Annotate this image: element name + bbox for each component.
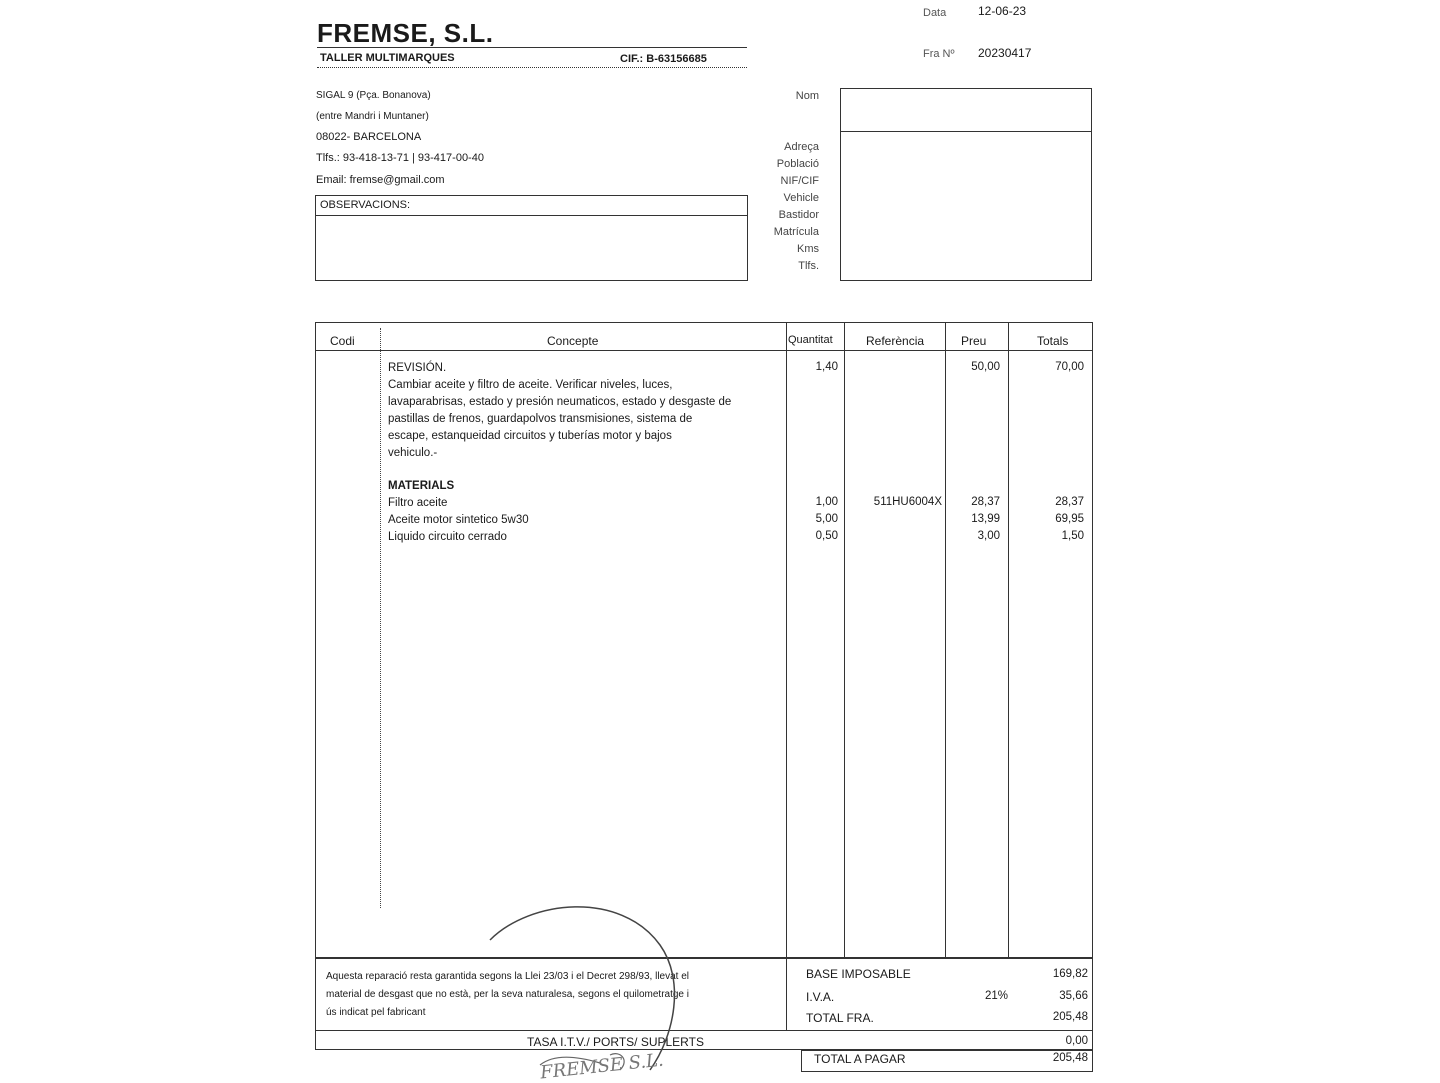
iva-label: I.V.A. <box>806 990 835 1004</box>
header-quantitat: Quantitat <box>788 334 833 346</box>
header-concepte: Concepte <box>547 334 599 348</box>
address-phones: Tlfs.: 93-418-13-71 | 93-417-00-40 <box>316 152 484 164</box>
observations-divider <box>315 215 748 216</box>
service-line-3: pastillas de frenos, guardapolvos transmisiones, sistema de <box>388 413 693 425</box>
company-cif: CIF.: B-63156685 <box>620 53 707 65</box>
client-field-city: Població <box>776 158 819 170</box>
materials-title: MATERIALS <box>388 480 455 492</box>
date-value: 12-06-23 <box>978 4 1027 18</box>
client-field-nif: NIF/CIF <box>780 175 819 187</box>
footer-divider <box>786 958 787 1030</box>
address-email: Email: fremse@gmail.com <box>316 174 445 186</box>
invoice-number-label: Fra Nº <box>923 48 955 60</box>
service-title: REVISIÓN. <box>388 362 447 374</box>
address-line-1: SIGAL 9 (Pça. Bonanova) <box>316 90 431 101</box>
client-field-phones: Tlfs. <box>798 260 819 272</box>
stamp-text: FREMSE S.L. <box>539 1049 665 1083</box>
client-field-address: Adreça <box>784 141 819 153</box>
items-table-header-rule <box>315 350 1093 351</box>
quantity-column-divider <box>786 322 787 958</box>
service-description <box>388 377 768 462</box>
address-line-2: (entre Mandri i Muntaner) <box>316 111 429 122</box>
company-subtitle: TALLER MULTIMARQUES <box>320 52 455 64</box>
material-price-2: 13,99 <box>971 513 1000 525</box>
reference-column-divider <box>844 322 845 958</box>
service-line-1: Cambiar aceite y filtro de aceite. Verificar niveles, luces, <box>388 379 673 391</box>
guarantee-line-2: material de desgast que no està, per la seva naturalesa, segons el quilometratge i <box>326 989 689 1000</box>
client-name-label: Nom <box>795 90 819 102</box>
header-codi: Codi <box>330 334 355 348</box>
client-box <box>840 88 1092 281</box>
tasa-value: 0,00 <box>1065 1035 1088 1047</box>
totals-column-divider <box>1008 322 1009 958</box>
iva-rate: 21% <box>984 990 1008 1002</box>
header-preu: Preu <box>961 334 987 348</box>
client-box-divider <box>840 131 1092 132</box>
header-referencia: Referència <box>866 334 925 348</box>
material-price-3: 3,00 <box>977 530 1000 542</box>
codi-column-divider <box>380 328 381 908</box>
service-total: 70,00 <box>1055 361 1084 373</box>
address-city: 08022- BARCELONA <box>316 131 422 143</box>
company-name: FREMSE, S.L. <box>317 18 494 48</box>
service-price: 50,00 <box>971 361 1000 373</box>
header-rule <box>317 47 747 48</box>
service-line-4: escape, estanqueidad circuitos y tuberías motor y bajos <box>388 430 672 442</box>
service-line-2: lavaparabrisas, estado y presión neumaticos, estado y desgaste de <box>388 396 732 408</box>
guarantee-line-3: ús indicat pel fabricant <box>326 1007 426 1018</box>
material-concept-1: Filtro aceite <box>388 497 448 509</box>
total-fra-value: 205,48 <box>1052 1011 1088 1023</box>
invoice-number-value: 20230417 <box>978 46 1032 60</box>
material-concept-2: Aceite motor sintetico 5w30 <box>388 514 529 526</box>
client-field-kms: Kms <box>797 243 819 255</box>
client-field-chassis: Bastidor <box>778 209 819 221</box>
total-pagar-label: TOTAL A PAGAR <box>814 1052 906 1066</box>
price-column-divider <box>945 322 946 958</box>
total-pagar-value: 205,48 <box>1052 1052 1088 1064</box>
client-field-vehicle: Vehicle <box>783 192 819 204</box>
client-field-plate: Matrícula <box>773 226 819 238</box>
base-label: BASE IMPOSABLE <box>806 967 911 981</box>
material-total-1: 28,37 <box>1055 496 1084 508</box>
material-concept-3: Liquido circuito cerrado <box>388 531 507 543</box>
iva-value: 35,66 <box>1059 990 1088 1002</box>
observations-label: OBSERVACIONS: <box>320 199 411 211</box>
material-price-1: 28,37 <box>971 496 1000 508</box>
service-quantity: 1,40 <box>815 361 838 373</box>
service-line-5: vehiculo.- <box>388 447 438 459</box>
date-label: Data <box>923 7 947 19</box>
guarantee-line-1: Aquesta reparació resta garantida segons la Llei 23/03 i el Decret 298/93, llevat el <box>326 971 690 982</box>
material-total-3: 1,50 <box>1061 530 1084 542</box>
header-totals: Totals <box>1037 334 1069 348</box>
tasa-label: TASA I.T.V./ PORTS/ SUPLERTS <box>527 1035 704 1049</box>
material-reference-1: 511HU6004X <box>873 496 942 508</box>
material-total-2: 69,95 <box>1055 513 1084 525</box>
header-rule-dotted <box>317 67 747 68</box>
material-quantity-3: 0,50 <box>815 530 838 542</box>
material-quantity-2: 5,00 <box>815 513 838 525</box>
base-value: 169,82 <box>1052 968 1088 980</box>
total-fra-label: TOTAL FRA. <box>806 1011 874 1025</box>
signature-stamp-icon <box>470 895 710 1080</box>
material-quantity-1: 1,00 <box>815 496 838 508</box>
